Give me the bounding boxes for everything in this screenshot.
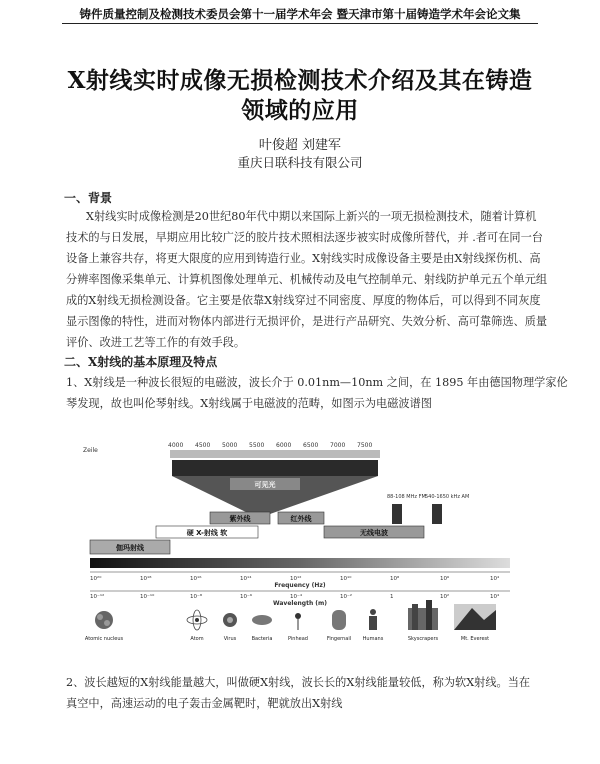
wl-tick: 1 [390,594,394,600]
obj-label: Virus [223,636,237,642]
frequency-label: Frequency (Hz) [274,582,326,589]
skyscrapers-icon [408,600,438,630]
fingernail-icon [332,610,346,630]
visible-tick: 6500 [303,442,319,449]
visible-tick: 7000 [330,442,346,449]
text-line: 显示图像的特性，进而对物体内部进行无损评价，是进行产品研究、失效分析、高可靠筛选、质量 [66,315,548,328]
visible-band-label: 可见光 [254,481,276,489]
visible-strip [172,460,378,476]
paper-title-line2: 领域的应用 [241,97,359,124]
visible-tick: 6000 [276,442,292,449]
pinhead-icon [295,613,301,630]
affiliation: 重庆日联科技有限公司 [237,155,363,170]
freq-tick: 10¹⁴ [240,576,252,582]
wl-tick: 10⁻⁴ [290,594,303,600]
obj-label: Mt. Everest [460,636,490,642]
wavelength-ticks [90,593,500,600]
humans-icon [369,609,377,630]
obj-label: Atom [190,636,204,642]
obj-label: Pinhead [288,636,308,642]
freq-tick: 10¹⁰ [340,576,352,582]
section-1-heading: 一、背景 [64,191,113,205]
visible-ruler [170,450,380,458]
atom-icon [187,610,207,630]
text-line: 分辨率图像采集单元、计算机图像处理单元、机械传动及电气控制单元、射线防护单元五个单元组 [66,273,548,286]
text-line: 2、波长越短的X射线能量越大，叫做硬X射线，波长长的X射线能量较低，称为软X射线。当在 [66,676,531,689]
uv-band-label: 紫外线 [229,515,251,523]
running-header: 铸件质量控制及检测技术委员会第十一届学术年会 暨天津市第十届铸造学术年会论文集 [79,7,521,21]
obj-label: Fingernail [326,636,352,642]
text-line: 评价、改进工艺等工作的有效手段。 [66,336,246,349]
freq-tick: 10⁴ [490,576,500,582]
virus-icon [223,613,237,627]
mountain-icon [454,604,496,630]
fm-marker [392,504,402,524]
text-line: 设备上兼容共存，将更大限度的应用到铸造行业。X射线实时成像设备主要是由X射线探伤机、高 [66,252,541,265]
obj-label: Atomic nucleus [84,636,124,642]
authors: 叶俊超 刘建军 [258,138,342,153]
visible-tick: 4000 [168,442,184,449]
section-2-heading: 二、X射线的基本原理及特点 [64,355,218,369]
obj-label: Bacteria [251,636,273,642]
obj-label: Skyscrapers [407,636,439,642]
wl-tick: 10⁻¹² [90,594,105,600]
em-spectrum-figure [80,440,540,650]
wl-tick: 10⁻¹⁰ [140,594,155,600]
wl-tick: 10⁻² [340,594,353,600]
scale-object-labels [85,636,489,642]
paper-title-line1: X射线实时成像无损检测技术介绍及其在铸造 [67,67,533,94]
fm-annotation: 88-108 MHz FM [387,494,426,500]
visible-tick: 7500 [357,442,373,449]
am-marker [432,504,442,524]
freq-tick: 10¹⁶ [190,576,202,582]
am-annotation: 540-1650 kHz AM [425,494,470,500]
text-line: 成的X射线无损检测设备。它主要是依靠X射线穿过不同密度、厚度的物体后，可以得到不同灰度 [66,294,541,307]
ir-band-label: 红外线 [290,515,312,523]
freq-tick: 10¹⁸ [140,576,152,582]
wl-tick: 10⁻⁶ [240,594,253,600]
scale-label: Zeile [83,447,98,454]
obj-label: Humans [362,636,384,642]
visible-tick: 5000 [222,442,238,449]
visible-ticks [168,442,372,449]
frequency-ticks [90,575,500,582]
wl-tick: 10⁴ [490,594,500,600]
gamma-band-label: 伽玛射线 [116,544,144,552]
wl-tick: 10⁻⁸ [190,594,203,600]
visible-tick: 4500 [195,442,211,449]
radio-band-label: 无线电波 [360,529,388,537]
freq-tick: 10²⁰ [90,576,102,582]
atomic-nucleus-icon [95,611,113,629]
text-line: 琴发现，故也叫伦琴射线。X射线属于电磁波的范畴，如图示为电磁波谱图 [66,397,432,410]
freq-tick: 10¹² [290,576,302,582]
wavelength-label: Wavelength (m) [272,600,328,607]
freq-tick: 10⁶ [440,576,450,582]
xray-band-label: 硬 X-射线 软 [186,529,228,537]
freq-tick: 10⁸ [390,576,400,582]
bacteria-icon [252,615,272,625]
text-line: 1、X射线是一种波长很短的电磁波，波长介于 0.01nm—10nm 之间，在 1895 年由德国物理学家伦 [66,376,568,389]
header-rule [62,23,538,24]
spectrum-gradient [90,558,510,568]
visible-tick: 5500 [249,442,265,449]
text-line: X射线实时成像检测是20世纪80年代中期以来国际上新兴的一项无损检测技术，随着计算机 [86,210,537,223]
text-line: 技术的与日发展，早期应用比较广泛的胶片技术照相法逐步被实时成像所替代，并 .者可在同一台 [66,231,543,244]
text-line: 真空中，高速运动的电子轰击金属靶时，靶就放出X射线 [66,697,343,710]
wl-tick: 10² [440,594,450,600]
